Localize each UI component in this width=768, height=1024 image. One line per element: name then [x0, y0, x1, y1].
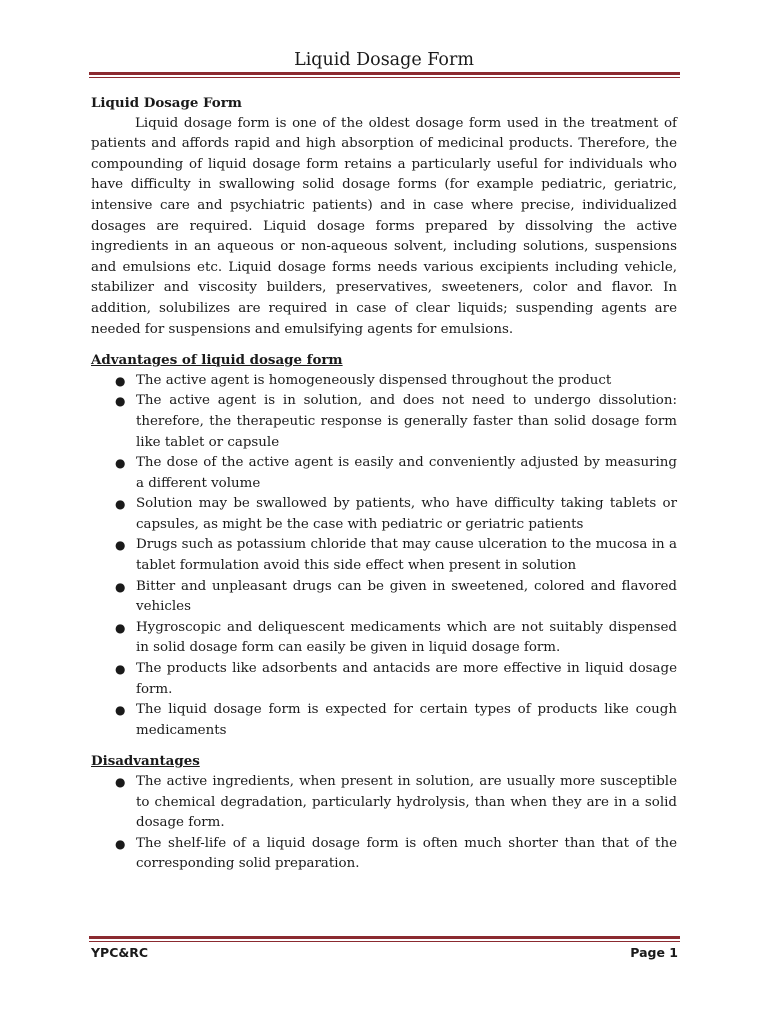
- bullet-icon: ●: [115, 538, 126, 553]
- intro-paragraph: Liquid dosage form is one of the oldest dosage form used in the treatment of patients and affords rapid and high absorption of medicinal products. Therefore, the compounding of liquid dosage form retains a particularly useful for individuals who have difficulty in swallowing solid dosage forms (for example pediatric, geriatric, intensive care and psychiatric patients) and in case where precise, individualized dosages are required. Liquid dosage forms prepared by dissolving the active ingredients in an aqueous or non-aqueous solvent, including solutions, suspensions and emulsions etc. Liquid dosage forms needs various excipients including vehicle, stabilizer and viscosity builders, preservatives, sweeteners, color and flavor. In addition, solubilizes are required in case of clear liquids; suspending agents are needed for suspensions and emulsifying agents for emulsions.: [91, 115, 677, 337]
- list-item-text: Drugs such as potassium chloride that may cause ulceration to the mucosa in a tablet formulation avoid this side effect when present in solution: [136, 537, 677, 574]
- list-item: [91, 453, 677, 494]
- bullet-icon: ●: [115, 775, 126, 789]
- bullet-icon: ●: [115, 662, 126, 677]
- list-item-text: The active ingredients, when present in solution, are usually more susceptible to chemical degradation, particularly hydrolysis, than when they are in a solid dosage form.: [136, 774, 677, 831]
- list-item: [91, 535, 677, 576]
- footer-institution: YPC&RC: [91, 945, 149, 960]
- list-item: [91, 834, 677, 875]
- bullet-icon: ●: [115, 836, 126, 851]
- advantages-list: [91, 371, 677, 742]
- list-item: [91, 494, 677, 535]
- list-item-text: Hygroscopic and deliquescent medicaments which are not suitably dispensed in solid dosage form can easily be given in liquid dosage form.: [136, 619, 677, 656]
- header-rule: [89, 72, 680, 75]
- footer-rule: [89, 936, 680, 939]
- list-item-text: The active agent is homogeneously dispensed throughout the product: [136, 372, 612, 388]
- bullet-icon: ●: [115, 373, 126, 388]
- page-number: Page 1: [630, 945, 678, 960]
- list-item-text: Solution may be swallowed by patients, who have difficulty taking tablets or capsules, as might be the case with pediatric or geriatric patients: [136, 496, 677, 532]
- list-item: [91, 772, 677, 834]
- header-rule-thin: [89, 77, 680, 78]
- list-item: [91, 577, 677, 618]
- list-item: [91, 618, 677, 659]
- bullet-icon: ●: [115, 620, 126, 635]
- list-item: [91, 391, 677, 453]
- intro-heading: Liquid Dosage Form: [91, 95, 242, 111]
- footer-rule-thin: [89, 941, 680, 942]
- page-title: Liquid Dosage Form: [294, 50, 474, 70]
- bullet-icon: ●: [115, 703, 126, 718]
- list-item-text: The active agent is in solution, and does not need to undergo dissolution: therefore, the therapeutic response is generally faster than solid dosage form like tablet or capsule: [136, 393, 677, 450]
- list-item-text: The products like adsorbents and antacids are more effective in liquid dosage form.: [136, 661, 677, 697]
- disadvantages-heading: Disadvantages: [91, 753, 200, 770]
- list-item-text: Bitter and unpleasant drugs can be given in sweetened, colored and flavored vehicles: [136, 578, 677, 615]
- disadvantages-list: [91, 772, 677, 875]
- list-item-text: The shelf-life of a liquid dosage form is often much shorter than that of the corresponding solid preparation.: [136, 835, 677, 872]
- list-item-text: The dose of the active agent is easily and conveniently adjusted by measuring a different volume: [136, 455, 677, 491]
- document-body: [91, 93, 677, 875]
- bullet-icon: ●: [115, 456, 126, 471]
- list-item: [91, 371, 677, 392]
- bullet-icon: ●: [115, 394, 126, 409]
- bullet-icon: ●: [115, 579, 126, 594]
- section-gap: [91, 340, 677, 350]
- bullet-icon: ●: [115, 497, 126, 512]
- list-item-text: The liquid dosage form is expected for certain types of products like cough medicaments: [136, 702, 677, 738]
- list-item: [91, 659, 677, 700]
- advantages-heading: Advantages of liquid dosage form: [91, 352, 343, 369]
- section-gap: [91, 741, 677, 751]
- list-item: [91, 700, 677, 741]
